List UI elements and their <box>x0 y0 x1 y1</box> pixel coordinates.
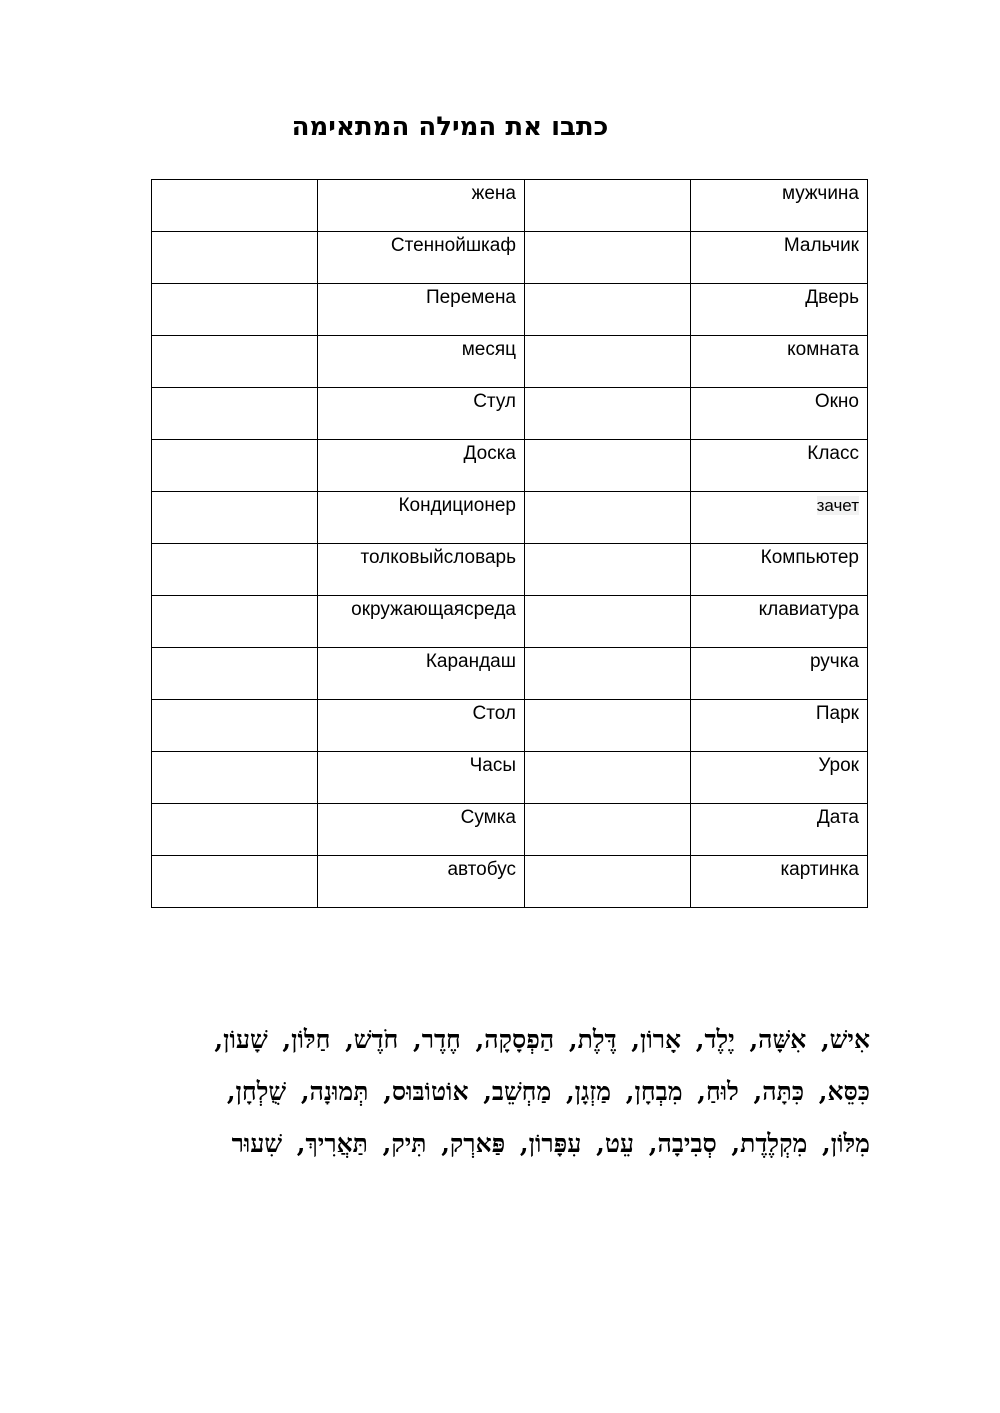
highlighted-word: зачет <box>816 496 859 515</box>
page-title: כתבו את המילה המתאימה <box>291 112 609 142</box>
answer-cell-hebrew[interactable] <box>525 284 691 336</box>
answer-cell-hebrew[interactable] <box>152 388 318 440</box>
table-row <box>152 388 868 440</box>
answer-cell-hebrew[interactable] <box>152 596 318 648</box>
word-bank-line: אִישׁ, אִשָּׁה, יֶלֶד, אָרוֹן, דֶּלֶת, הַפְסָקָה, חֶדֶר, חֹדֶשׁ, חַלּוֹן, שָׁעוֹן, <box>214 1025 870 1054</box>
russian-word-cell: окружающаясреда <box>318 596 525 648</box>
answer-cell-hebrew[interactable] <box>152 336 318 388</box>
table-row <box>152 752 868 804</box>
word-bank-line: כִּסֵּא, כִּתָּה, לוּחַ, מִבְחָן, מַזְגָן, מַחְשֵׁב, אוֹטוֹבּוּס, תְּמוּנָה, שֻׁלְחָן, <box>226 1077 870 1106</box>
russian-word-cell: Сумка <box>318 804 525 856</box>
russian-word-cell: Карандаш <box>318 648 525 700</box>
russian-word-cell: Класс <box>691 440 868 492</box>
answer-cell-hebrew[interactable] <box>152 492 318 544</box>
russian-word-cell: месяц <box>318 336 525 388</box>
russian-word-cell: Часы <box>318 752 525 804</box>
russian-word-cell: Стол <box>318 700 525 752</box>
russian-word-cell: Перемена <box>318 284 525 336</box>
answer-cell-hebrew[interactable] <box>152 544 318 596</box>
answer-cell-hebrew[interactable] <box>152 856 318 908</box>
answer-cell-hebrew[interactable] <box>525 596 691 648</box>
russian-word-cell: автобус <box>318 856 525 908</box>
table-row <box>152 544 868 596</box>
answer-cell-hebrew[interactable] <box>525 492 691 544</box>
russian-word-cell: комната <box>691 336 868 388</box>
russian-word-cell: Дата <box>691 804 868 856</box>
answer-cell-hebrew[interactable] <box>525 804 691 856</box>
russian-word-cell: Кондиционер <box>318 492 525 544</box>
answer-cell-hebrew[interactable] <box>152 284 318 336</box>
russian-word-cell <box>691 492 868 544</box>
table-row <box>152 232 868 284</box>
answer-cell-hebrew[interactable] <box>525 388 691 440</box>
answer-cell-hebrew[interactable] <box>152 752 318 804</box>
table-row <box>152 492 868 544</box>
table-row <box>152 856 868 908</box>
russian-word-cell: Стул <box>318 388 525 440</box>
answer-cell-hebrew[interactable] <box>525 700 691 752</box>
table-row <box>152 284 868 336</box>
answer-cell-hebrew[interactable] <box>525 856 691 908</box>
word-bank <box>100 1014 870 1170</box>
russian-word-cell: толковыйсловарь <box>318 544 525 596</box>
answer-cell-hebrew[interactable] <box>525 440 691 492</box>
answer-cell-hebrew[interactable] <box>152 648 318 700</box>
answer-cell-hebrew[interactable] <box>525 648 691 700</box>
answer-cell-hebrew[interactable] <box>525 180 691 232</box>
table-row <box>152 804 868 856</box>
table-row <box>152 180 868 232</box>
russian-word-cell: Парк <box>691 700 868 752</box>
russian-word-cell: клавиатура <box>691 596 868 648</box>
russian-word-cell: ручка <box>691 648 868 700</box>
answer-cell-hebrew[interactable] <box>525 336 691 388</box>
word-bank-line: מִלּוֹן, מִקְלֶדֶת, סְבִיבָה, עֵט, עִפָּרוֹן, פַּארְק, תִּיק, תַּאֲרִיךְ, שִׁעוּר <box>231 1129 870 1158</box>
answer-cell-hebrew[interactable] <box>525 752 691 804</box>
table-row <box>152 336 868 388</box>
russian-word-cell: Мальчик <box>691 232 868 284</box>
answer-cell-hebrew[interactable] <box>152 440 318 492</box>
table-row <box>152 596 868 648</box>
answer-cell-hebrew[interactable] <box>152 180 318 232</box>
russian-word-cell: Компьютер <box>691 544 868 596</box>
russian-word-cell: мужчина <box>691 180 868 232</box>
russian-word-cell: жена <box>318 180 525 232</box>
table-row <box>152 440 868 492</box>
matching-table <box>151 179 868 908</box>
answer-cell-hebrew[interactable] <box>152 232 318 284</box>
russian-word-cell: Доска <box>318 440 525 492</box>
russian-word-cell: Урок <box>691 752 868 804</box>
answer-cell-hebrew[interactable] <box>152 804 318 856</box>
russian-word-cell: Окно <box>691 388 868 440</box>
answer-cell-hebrew[interactable] <box>525 544 691 596</box>
answer-cell-hebrew[interactable] <box>152 700 318 752</box>
russian-word-cell: Стеннойшкаф <box>318 232 525 284</box>
russian-word-cell: картинка <box>691 856 868 908</box>
answer-cell-hebrew[interactable] <box>525 232 691 284</box>
table-row <box>152 648 868 700</box>
table-row <box>152 700 868 752</box>
russian-word-cell: Дверь <box>691 284 868 336</box>
